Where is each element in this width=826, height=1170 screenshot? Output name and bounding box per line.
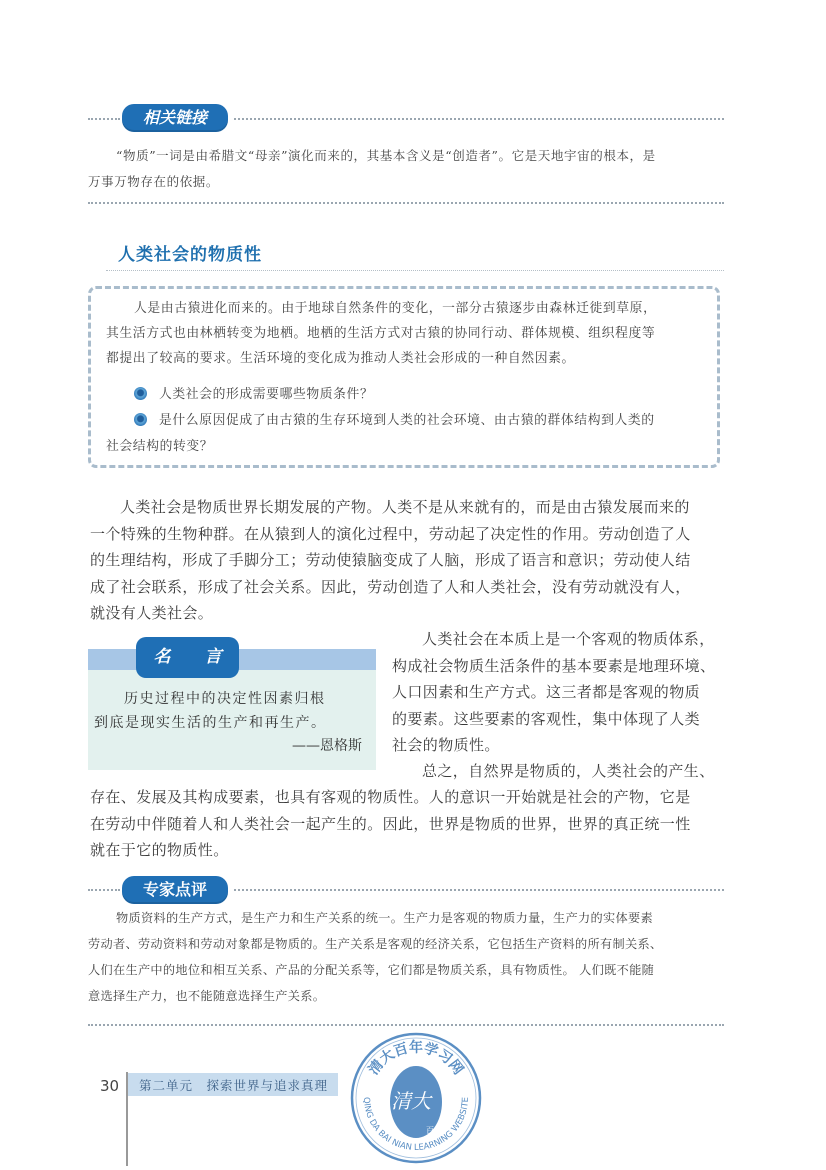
quote-author: ——恩格斯 xyxy=(292,738,362,754)
related-link-line: 万事万物存在的依据。 xyxy=(88,174,220,189)
main-paragraph-3 xyxy=(422,758,742,785)
expert-review-line: 劳动者、劳动资料和劳动对象都是物质的。生产关系是客观的经济关系，它包括生产资料的所有制关系、 xyxy=(88,937,663,951)
svg-text:清大百年学习网: 清大百年学习网 xyxy=(365,1040,467,1078)
expert-review-line: 物质资料的生产方式，是生产力和生产关系的统一。生产力是客观的物质力量，生产力的实体要素 xyxy=(116,911,653,925)
inquiry-line: 都提出了较高的要求。生活环境的变化成为推动人类社会形成的一种自然因素。 xyxy=(106,351,575,366)
paragraph-line: 的生理结构，形成了手脚分工；劳动使猿脑变成了人脑，形成了语言和意识；劳动使人结 xyxy=(90,551,691,569)
svg-text:百年: 百年 xyxy=(425,1126,435,1142)
quote-box xyxy=(88,649,376,770)
expert-review-top-divider-right xyxy=(234,889,724,891)
paragraph-line: 成了社会联系，形成了社会关系。因此，劳动创造了人和人类社会，没有劳动就没有人， xyxy=(90,577,691,596)
watermark-stamp xyxy=(348,1030,484,1166)
paragraph-line: 在劳动中伴随着人和人类社会一起产生的。因此，世界是物质的世界，世界的真正统一性 xyxy=(90,814,691,833)
main-paragraph-3-cont xyxy=(90,784,730,864)
svg-text:QING DA BAI NIAN LEARNING WEBS: QING DA BAI NIAN LEARNING WEBSITE xyxy=(360,1096,472,1154)
paragraph-line: 社会的物质性。 xyxy=(392,736,500,754)
page-number: 30 xyxy=(100,1077,120,1095)
expert-review-line: 意选择生产力，也不能随意选择生产关系。 xyxy=(88,989,326,1003)
related-link-top-divider-left xyxy=(88,118,120,120)
expert-review-badge: 专家点评 xyxy=(122,876,228,904)
expert-review-line: 人们在生产中的地位和相互关系、产品的分配关系等，它们都是物质关系，具有物质性。 人们既不能随 xyxy=(88,963,655,977)
inquiry-paragraph xyxy=(106,296,706,371)
paragraph-line: 一个特殊的生物种群。在从猿到人的演化过程中，劳动起了决定性的作用。劳动创造了人 xyxy=(90,524,691,543)
question-text: 人类社会的形成需要哪些物质条件？ xyxy=(159,387,374,402)
inquiry-line: 人是由古猿进化而来的。由于地球自然条件的变化，一部分古猿逐步由森林迁徙到草原， xyxy=(134,301,657,316)
related-link-bottom-divider xyxy=(88,202,724,204)
paragraph-line: 的要素。这些要素的客观性，集中体现了人类 xyxy=(392,709,701,728)
quote-badge: 名 言 xyxy=(136,637,239,678)
question-continuation: 社会结构的转变？ xyxy=(106,439,214,454)
paragraph-line: 总之，自然界是物质的，人类社会的产生、 xyxy=(422,762,715,780)
quote-line: 历史过程中的决定性因素归根 xyxy=(124,691,326,707)
inquiry-question-2 xyxy=(106,408,706,460)
related-link-line: “物质”一词是由希腊文“母亲”演化而来的，其基本含义是“创造者”。它是天地宇宙的根本，是 xyxy=(116,148,656,163)
inquiry-line: 其生活方式也由林栖转变为地栖。地栖的生活方式对古猿的协同行动、群体规模、组织程度等 xyxy=(106,326,656,341)
bullet-circle-icon xyxy=(134,387,147,400)
paragraph-line: 人口因素和生产方式。这三者都是客观的物质 xyxy=(392,683,701,701)
related-link-top-divider-right xyxy=(234,118,724,120)
bullet-circle-icon xyxy=(134,413,147,426)
stamp-seal-icon xyxy=(348,1030,484,1166)
svg-text:清大: 清大 xyxy=(391,1089,431,1113)
paragraph-line: 就在于它的物质性。 xyxy=(90,841,229,859)
main-paragraph-1 xyxy=(90,494,730,627)
paragraph-line: 人类社会在本质上是一个客观的物质体系， xyxy=(422,630,715,648)
paragraph-line: 就没有人类社会。 xyxy=(90,604,214,622)
paragraph-line: 人类社会是物质世界长期发展的产物。人类不是从来就有的，而是由古猿发展而来的 xyxy=(120,498,690,516)
expert-review-bottom-divider xyxy=(88,1024,724,1026)
section-title-underline xyxy=(106,270,724,271)
section-title: 人类社会的物质性 xyxy=(118,245,262,265)
paragraph-line: 构成社会物质生活条件的基本要素是地理环境、 xyxy=(392,656,716,675)
related-link-badge: 相关链接 xyxy=(122,104,228,132)
main-paragraph-2 xyxy=(392,626,732,759)
unit-title: 第二单元 探索世界与追求真理 xyxy=(139,1078,329,1093)
quote-text xyxy=(94,687,364,735)
paragraph-line: 存在、发展及其构成要素，也具有客观的物质性。人的意识一开始就是社会的产物，它是 xyxy=(90,788,691,806)
expert-review-text xyxy=(88,905,728,1009)
quote-line: 到底是现实生活的生产和再生产。 xyxy=(94,715,327,731)
inquiry-question-1 xyxy=(106,382,706,408)
expert-review-top-divider-left xyxy=(88,889,120,891)
related-link-text xyxy=(88,143,728,195)
question-text: 是什么原因促成了由古猿的生存环境到人类的社会环境、由古猿的群体结构到人类的 xyxy=(159,413,655,428)
